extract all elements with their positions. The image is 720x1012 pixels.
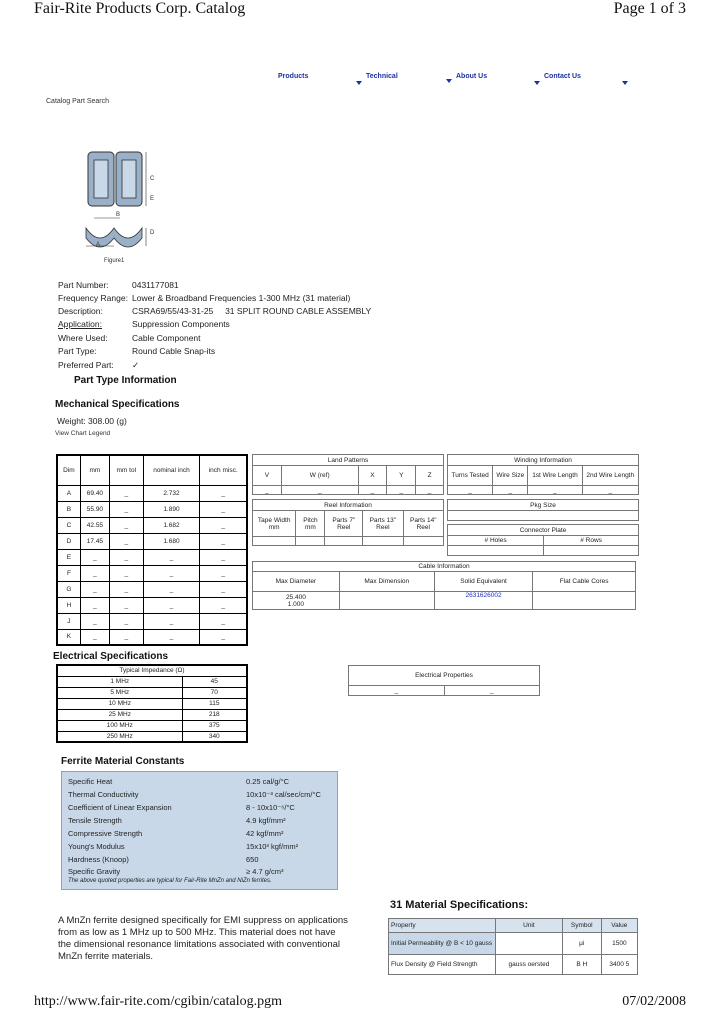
ferrite-row: Compressive Strength 42 kgf/mm² [68,829,284,838]
chevron-down-icon[interactable] [356,81,362,85]
page-header-title: Fair-Rite Products Corp. Catalog [34,0,246,17]
ferrite-constants-panel [61,771,338,890]
table-row: H _ _ _ _ [57,597,247,613]
table-row: K _ _ _ _ [57,629,247,645]
table-row: G _ _ _ _ [57,581,247,597]
table-row: Flux Density @ Field Strength gauss oersted B H 3400 5 [389,955,638,975]
table-row: Initial Permeability @ B < 10 gauss μi 1500 [389,933,638,955]
breadcrumb[interactable]: Catalog Part Search [46,98,110,105]
weight: Weight: 308.00 (g) [57,416,127,426]
dim-label-b: B [116,212,121,218]
reel-title: Reel Information [253,500,444,511]
info-part-type: Part Type: Round Cable Snap-its [58,346,216,356]
footer-url: http://www.fair-rite.com/cgibin/catalog.pgm [34,994,283,1009]
view-chart-legend[interactable]: View Chart Legend [55,430,111,437]
ferrite-row: Thermal Conductivity 10x10⁻³ cal/sec/cm/°C [68,790,321,799]
dim-header: inch misc. [200,455,247,485]
ferrite-row: Specific Heat 0.25 cal/g/°C [68,777,290,786]
nav-technical[interactable]: Technical [366,73,398,80]
land-title: Land Patterns [253,455,444,466]
dim-header: mm [80,455,109,485]
chevron-down-icon[interactable] [446,79,452,83]
heading-mechanical: Mechanical Specifications [55,399,180,410]
check-icon: ✓ [132,360,140,370]
dim-label-d: D [150,230,155,236]
figure-caption: Figure1 [104,258,125,264]
material-description: A MnZn ferrite designed specifically for EMI suppress on applications from as low as 1 MHz up to 500 MHz. This material does not have the dimensional resonance limitations associated with conventional MnZn ferrite materials. [58,915,348,962]
land-patterns-table: Land Patterns V W (ref) X Y Z _ _ _ _ _ [252,454,444,495]
heading-part-type: Part Type Information [74,375,177,386]
connector-title: Connector Plate [448,525,639,536]
dimension-table [56,454,248,646]
table-row: J _ _ _ _ [57,613,247,629]
heading-material: 31 Material Specifications: [390,899,529,911]
heading-electrical: Electrical Specifications [53,651,169,662]
cable-table: Cable Information Max Diameter Max Dimension Solid Equivalent Flat Cable Cores 25.400 1.000 2631626002 [252,561,636,610]
ferrite-row: Young's Modulus 15x10³ kgf/mm² [68,842,299,851]
electrical-properties-title: Electrical Properties [349,666,540,686]
nav-about[interactable]: About Us [456,73,488,80]
reel-table: Reel Information Tape Width mm Pitch mm Parts 7" Reel Parts 13" Reel Parts 14" Reel [252,499,444,546]
ferrite-note: The above quoted properties are typical for Fair-Rite MnZn and NiZn ferrites. [68,878,272,884]
info-part-number: Part Number: 0431177081 [58,280,179,290]
table-row: 1 MHz 45 [57,676,247,687]
table-row: 25 MHz 218 [57,709,247,720]
info-application: Application: Suppression Components [58,319,230,329]
solid-equivalent-link[interactable]: 2631626002 [465,592,502,599]
electrical-properties-table: Electrical Properties _ _ [348,665,540,696]
nav-products[interactable]: Products [278,73,309,80]
chevron-down-icon[interactable] [622,81,628,85]
dim-header: mm tol [110,455,144,485]
impedance-table [56,664,248,743]
table-row: A 69.40 _ 2.732 _ [57,485,247,501]
dim-label-c: C [150,176,155,182]
pkg-size-table [447,499,639,521]
connector-plate-table: Connector Plate # Holes # Rows [447,524,639,556]
page-number: Page 1 of 3 [613,0,686,17]
table-row: F _ _ _ _ [57,565,247,581]
dim-label-a: A [96,242,101,248]
material-spec-table: Property Unit Symbol Value Initial Permeability @ B < 10 gauss μi 1500 Flux Density @ Field Strength gauss oersted B H 3400 5 [388,918,638,975]
application-link[interactable]: Application: [58,319,102,329]
ferrite-row: Hardness (Knoop) 650 [68,855,259,864]
info-preferred: Preferred Part: ✓ [58,360,140,370]
table-row: B 55.90 _ 1.890 _ [57,501,247,517]
info-where-used: Where Used: Cable Component [58,333,201,343]
dim-header: nominal inch [143,455,200,485]
ferrite-row: Coefficient of Linear Expansion 8 - 10x10⁻⁶/°C [68,803,295,812]
impedance-title: Typical Impedance (Ω) [57,665,247,676]
info-frequency: Frequency Range: Lower & Broadband Frequencies 1-300 MHz (31 material) [58,293,351,303]
table-row: 10 MHz 115 [57,698,247,709]
heading-ferrite: Ferrite Material Constants [61,756,185,767]
nav-contact[interactable]: Contact Us [544,73,581,80]
table-row: E _ _ _ _ [57,549,247,565]
ferrite-row: Specific Gravity ≥ 4.7 g/cm³ [68,867,284,876]
table-row: C 42.55 _ 1.682 _ [57,517,247,533]
dim-label-e: E [150,196,155,202]
table-row: 100 MHz 375 [57,720,247,731]
part-figure [80,148,162,266]
winding-title: Winding Information [448,455,639,466]
footer-date: 07/02/2008 [622,994,686,1009]
ferrite-row: Tensile Strength 4.9 kgf/mm² [68,816,286,825]
cable-title: Cable Information [253,562,636,572]
pkg-title: Pkg Size [448,500,639,511]
chevron-down-icon[interactable] [534,81,540,85]
table-row: 250 MHz 340 [57,731,247,742]
table-row: 5 MHz 70 [57,687,247,698]
table-row: D 17.45 _ 1.680 _ [57,533,247,549]
dim-header: Dim [57,455,80,485]
winding-table: Winding Information Turns Tested Wire Size 1st Wire Length 2nd Wire Length _ _ _ _ [447,454,639,495]
info-description: Description: CSRA69/55/43-31-25 31 SPLIT ROUND CABLE ASSEMBLY [58,306,372,316]
